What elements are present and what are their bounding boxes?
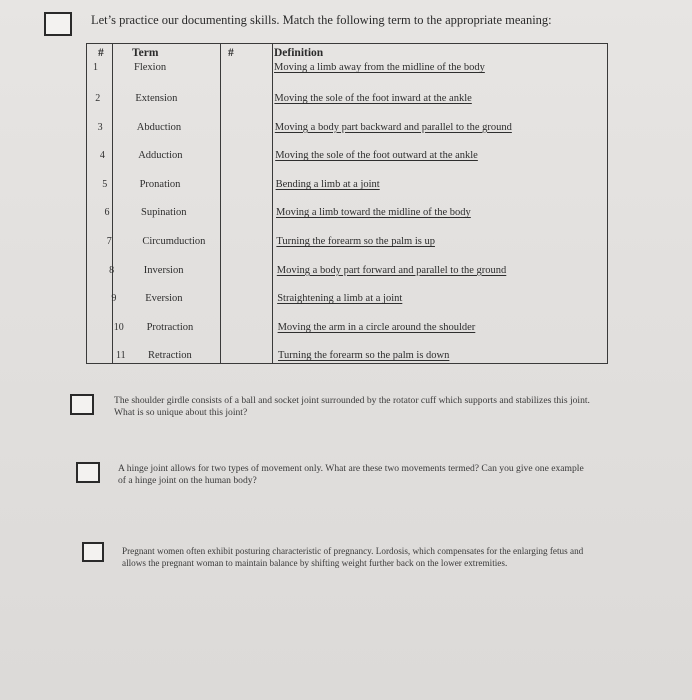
row-definition: Moving the sole of the foot outward at the ankle bbox=[275, 150, 478, 162]
row-term: Abduction bbox=[136, 121, 182, 133]
header-term: Term bbox=[132, 47, 159, 59]
row-term: Inversion bbox=[143, 264, 184, 276]
row-definition: Turning the forearm so the palm is up bbox=[276, 236, 435, 247]
column-divider bbox=[220, 43, 221, 364]
row-term: Extension bbox=[135, 93, 178, 104]
task-checkbox-matching[interactable] bbox=[44, 12, 72, 36]
question-text-2: A hinge joint allows for two types of movement only. What are these two movements termed? Can you give one example of a hinge joint on the human body? bbox=[118, 463, 584, 486]
row-term: Eversion bbox=[145, 293, 183, 305]
row-number: 6 bbox=[104, 207, 110, 219]
row-term: Protraction bbox=[146, 321, 194, 333]
header-definition-number: # bbox=[228, 47, 234, 59]
column-divider bbox=[272, 43, 273, 364]
row-number: 2 bbox=[95, 93, 101, 104]
row-number: 5 bbox=[102, 178, 108, 190]
question-checkbox-3[interactable] bbox=[82, 542, 104, 562]
row-definition: Moving the arm in a circle around the shoulder bbox=[277, 321, 476, 333]
row-term: Supination bbox=[141, 207, 187, 219]
row-number: 3 bbox=[97, 121, 103, 133]
row-number: 10 bbox=[113, 321, 124, 333]
question-checkbox-2[interactable] bbox=[76, 462, 100, 483]
question-text-3: Pregnant women often exhibit posturing characteristic of pregnancy. Lordosis, which compensates for the enlarging fetus and allows the pregnant woman to maintain balance by shifting weight further back on the lower extremities. bbox=[122, 546, 584, 568]
row-definition: Moving a limb toward the midline of the body bbox=[276, 207, 471, 219]
question-text-1: The shoulder girdle consists of a ball and socket joint surrounded by the rotator cuff which supports and stabilizes this joint. What is so unique about this joint? bbox=[114, 395, 590, 418]
row-term: Retraction bbox=[148, 350, 192, 362]
row-number: 1 bbox=[93, 62, 98, 73]
row-number: 9 bbox=[111, 293, 117, 305]
row-definition: Straightening a limb at a joint bbox=[277, 293, 403, 305]
row-term: Flexion bbox=[134, 62, 167, 73]
row-definition: Moving a limb away from the midline of the body bbox=[274, 62, 485, 73]
matching-table bbox=[86, 43, 608, 364]
row-definition: Bending a limb at a joint bbox=[275, 178, 380, 190]
row-term: Circumduction bbox=[142, 236, 206, 247]
column-divider bbox=[112, 43, 113, 364]
row-term: Pronation bbox=[139, 178, 181, 190]
matching-prompt: Let’s practice our documenting skills. Match the following term to the appropriate meaning: bbox=[91, 13, 552, 27]
header-definition: Definition bbox=[274, 47, 324, 59]
row-definition: Moving a body part backward and parallel to the ground bbox=[274, 121, 512, 133]
row-number: 7 bbox=[106, 236, 112, 247]
row-term: Adduction bbox=[138, 150, 183, 162]
table-border bbox=[86, 43, 608, 364]
row-number: 4 bbox=[99, 150, 105, 162]
row-number: 11 bbox=[116, 350, 126, 362]
row-definition: Turning the forearm so the palm is down bbox=[278, 350, 450, 362]
row-number: 8 bbox=[109, 264, 115, 276]
row-definition: Moving a body part forward and parallel to the ground bbox=[276, 264, 507, 276]
question-checkbox-1[interactable] bbox=[70, 394, 94, 415]
row-definition: Moving the sole of the foot inward at the ankle bbox=[274, 93, 472, 104]
header-number: # bbox=[98, 47, 104, 59]
